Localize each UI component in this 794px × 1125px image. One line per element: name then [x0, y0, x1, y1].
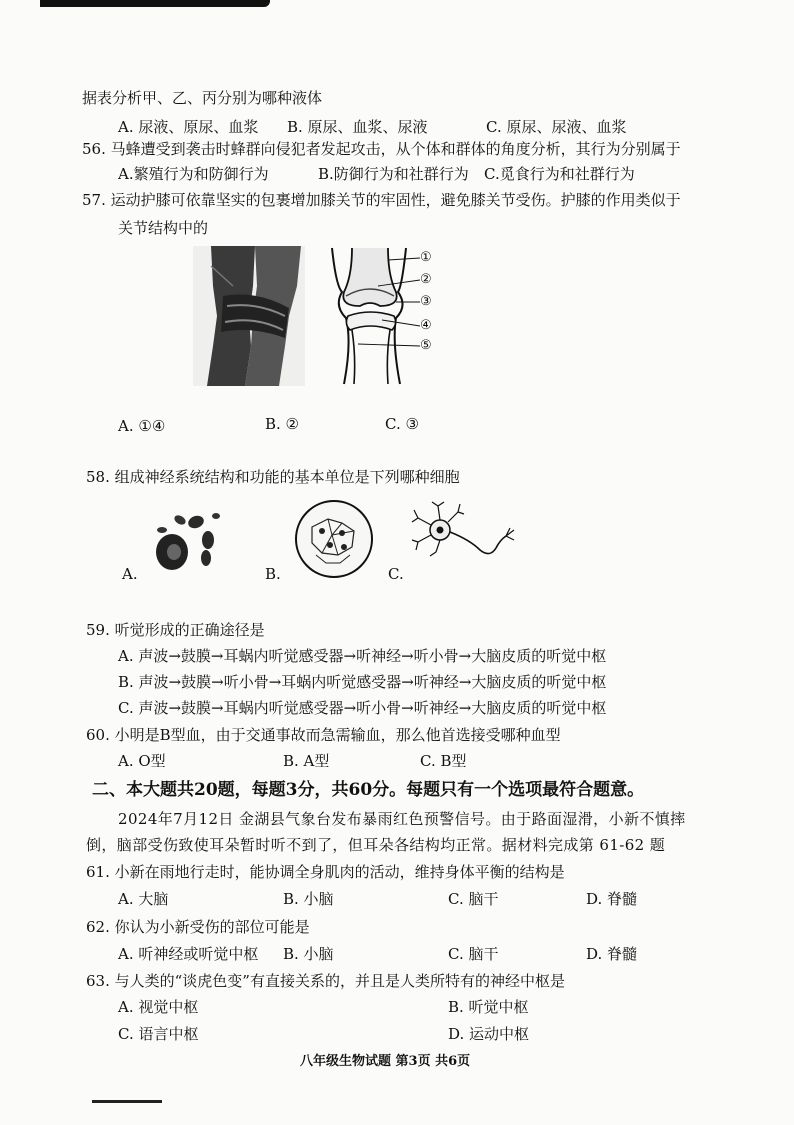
q60-stem: 60. 小明是B型血，由于交通事故而急需输血，那么他首选接受哪种血型: [86, 726, 561, 744]
section2-material-line2: 倒，脑部受伤致使耳朵暂时听不到了，但耳朵各结构均正常。据材料完成第 61-62 题: [86, 836, 666, 854]
q57-stem-cont: 关节结构中的: [118, 219, 209, 237]
q61-stem: 61. 小新在雨地行走时，能协调全身肌肉的活动，维持身体平衡的结构是: [86, 863, 565, 881]
q58-option-a: A.: [122, 565, 138, 583]
knee-label-4: ④: [420, 318, 432, 333]
q57-option-c: C. ③: [385, 415, 419, 433]
section2-material-line1: 2024年7月12日 金湖县气象台发布暴雨红色预警信号。由于路面湿滑，小新不慎摔: [118, 810, 686, 828]
q55-option-c: C. 原尿、尿液、血浆: [486, 118, 627, 136]
q59-option-b: B. 声波→鼓膜→听小骨→耳蜗内听觉感受器→听神经→大脑皮质的听觉中枢: [118, 673, 607, 691]
q58-option-b: B.: [265, 565, 281, 583]
section2-heading: 二、本大题共20题，每题3分，共60分。每题只有一个选项最符合题意。: [92, 780, 645, 800]
q59-option-c: C. 声波→鼓膜→耳蜗内听觉感受器→听小骨→听神经→大脑皮质的听觉中枢: [118, 699, 607, 717]
scan-edge-mark: [40, 0, 270, 7]
q58-stem: 58. 组成神经系统结构和功能的基本单位是下列哪种细胞: [86, 468, 460, 486]
q61-option-a: A. 大脑: [118, 890, 169, 908]
q57-option-b: B. ②: [265, 415, 300, 433]
q63-option-a: A. 视觉中枢: [118, 998, 199, 1016]
q63-option-d: D. 运动中枢: [448, 1025, 530, 1043]
q62-option-c: C. 脑干: [448, 945, 499, 963]
q61-option-d: D. 脊髓: [586, 890, 638, 908]
epithelial-cells-figure: [292, 497, 376, 581]
q60-option-b: B. A型: [283, 752, 330, 770]
q56-stem: 56. 马蜂遭受到袭击时蜂群向侵犯者发起攻击，从个体和群体的角度分析，其行为分别属于: [82, 140, 681, 158]
q61-option-b: B. 小脑: [283, 890, 334, 908]
q57-option-a: A. ①④: [118, 417, 166, 435]
q57-stem: 57. 运动护膝可依靠坚实的包裹增加膝关节的牢固性，避免膝关节受伤。护膝的作用类似于: [82, 191, 681, 209]
q60-option-c: C. B型: [420, 752, 467, 770]
q62-option-d: D. 脊髓: [586, 945, 638, 963]
knee-brace-photo: [193, 246, 305, 386]
q55-stem: 据表分析甲、乙、丙分别为哪种液体: [82, 89, 323, 107]
q55-option-b: B. 原尿、血浆、尿液: [287, 118, 428, 136]
q62-option-b: B. 小脑: [283, 945, 334, 963]
q62-option-a: A. 听神经或听觉中枢: [118, 945, 259, 963]
knee-label-2: ②: [420, 272, 432, 287]
scan-edge-mark-bottom: [92, 1100, 162, 1103]
q56-option-a: A.繁殖行为和防御行为: [118, 165, 269, 183]
q58-option-c: C.: [388, 565, 404, 583]
neuron-figure: [410, 500, 520, 578]
red-blood-cells-figure: [150, 500, 228, 580]
q63-option-c: C. 语言中枢: [118, 1025, 199, 1043]
q63-stem: 63. 与人类的“谈虎色变”有直接关系的，并且是人类所特有的神经中枢是: [86, 972, 565, 990]
q56-option-b: B.防御行为和社群行为: [318, 165, 469, 183]
q56-option-c: C.觅食行为和社群行为: [484, 165, 635, 183]
knee-label-3: ③: [420, 294, 432, 309]
q55-option-a: A. 尿液、原尿、血浆: [118, 118, 259, 136]
knee-label-5: ⑤: [420, 338, 432, 353]
q60-option-a: A. O型: [118, 752, 166, 770]
q61-option-c: C. 脑干: [448, 890, 499, 908]
page-footer: 八年级生物试题 第3页 共6页: [300, 1054, 471, 1069]
knee-label-1: ①: [420, 250, 432, 265]
q62-stem: 62. 你认为小新受伤的部位可能是: [86, 918, 310, 936]
q59-stem: 59. 听觉形成的正确途径是: [86, 621, 265, 639]
q59-option-a: A. 声波→鼓膜→耳蜗内听觉感受器→听神经→听小骨→大脑皮质的听觉中枢: [118, 647, 607, 665]
q63-option-b: B. 听觉中枢: [448, 998, 529, 1016]
